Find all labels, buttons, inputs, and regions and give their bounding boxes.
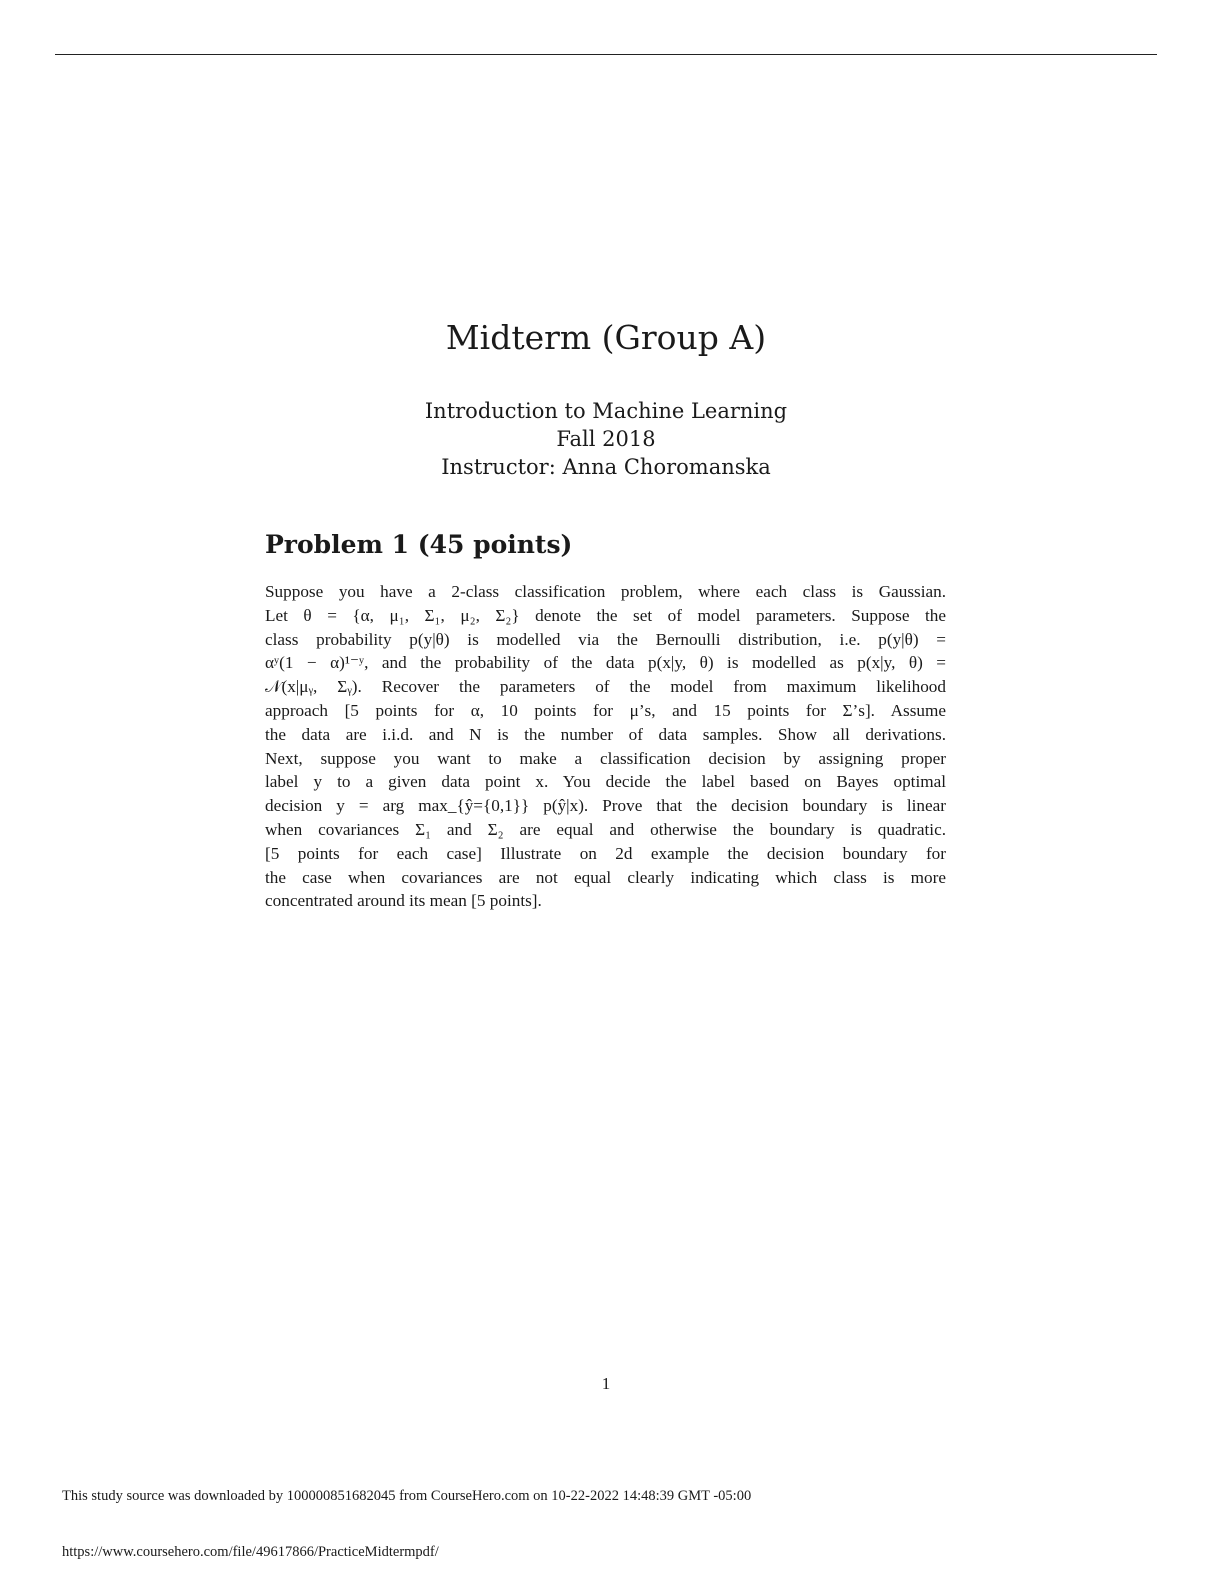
- problem-line: αʸ(1 − α)¹⁻ʸ, and the probability of the data p(x|y, θ) is modelled as p(x|y, θ) =: [265, 653, 946, 673]
- problem-line: Let θ = {α, μ₁, Σ₁, μ₂, Σ₂} denote the set of model parameters. Suppose the: [265, 605, 946, 625]
- instructor: Instructor: Anna Choromanska: [441, 455, 771, 479]
- problem-line: label y to a given data point x. You decide the label based on Bayes optimal: [265, 772, 946, 792]
- problem-line: decision y = arg max_{ŷ={0,1}} p(ŷ|x). Prove that the decision boundary is linear: [265, 796, 946, 816]
- problem-line: when covariances Σ₁ and Σ₂ are equal and otherwise the boundary is quadratic.: [265, 819, 946, 839]
- problem-statement: [265, 580, 946, 913]
- problem-line: the case when covariances are not equal clearly indicating which class is more: [265, 867, 946, 887]
- problem-line: Next, suppose you want to make a classification decision by assigning proper: [265, 748, 946, 768]
- problem-heading: Problem 1 (45 points): [265, 530, 573, 559]
- problem-line: concentrated around its mean [5 points].: [265, 891, 542, 911]
- download-notice: This study source was downloaded by 100000851682045 from CourseHero.com on 10-22-2022 14:48:39 GMT -05:00: [62, 1488, 752, 1504]
- problem-line: [5 points for each case] Illustrate on 2d example the decision boundary for: [265, 843, 946, 863]
- header-rule: [55, 54, 1157, 55]
- source-url[interactable]: https://www.coursehero.com/file/49617866/PracticeMidtermpdf/: [62, 1544, 439, 1560]
- problem-line: 𝒩(x|μᵧ, Σᵧ). Recover the parameters of the model from maximum likelihood: [265, 677, 946, 697]
- page-number: 1: [601, 1374, 611, 1393]
- term: Fall 2018: [556, 427, 656, 451]
- problem-line: Suppose you have a 2-class classification problem, where each class is Gaussian.: [265, 582, 946, 601]
- problem-line: approach [5 points for α, 10 points for μ’s, and 15 points for Σ’s]. Assume: [265, 700, 946, 720]
- document-title: Midterm (Group A): [445, 318, 767, 357]
- problem-line: class probability p(y|θ) is modelled via the Bernoulli distribution, i.e. p(y|θ) =: [265, 629, 946, 649]
- problem-line: the data are i.i.d. and N is the number of data samples. Show all derivations.: [265, 724, 946, 744]
- course-name: Introduction to Machine Learning: [424, 399, 788, 423]
